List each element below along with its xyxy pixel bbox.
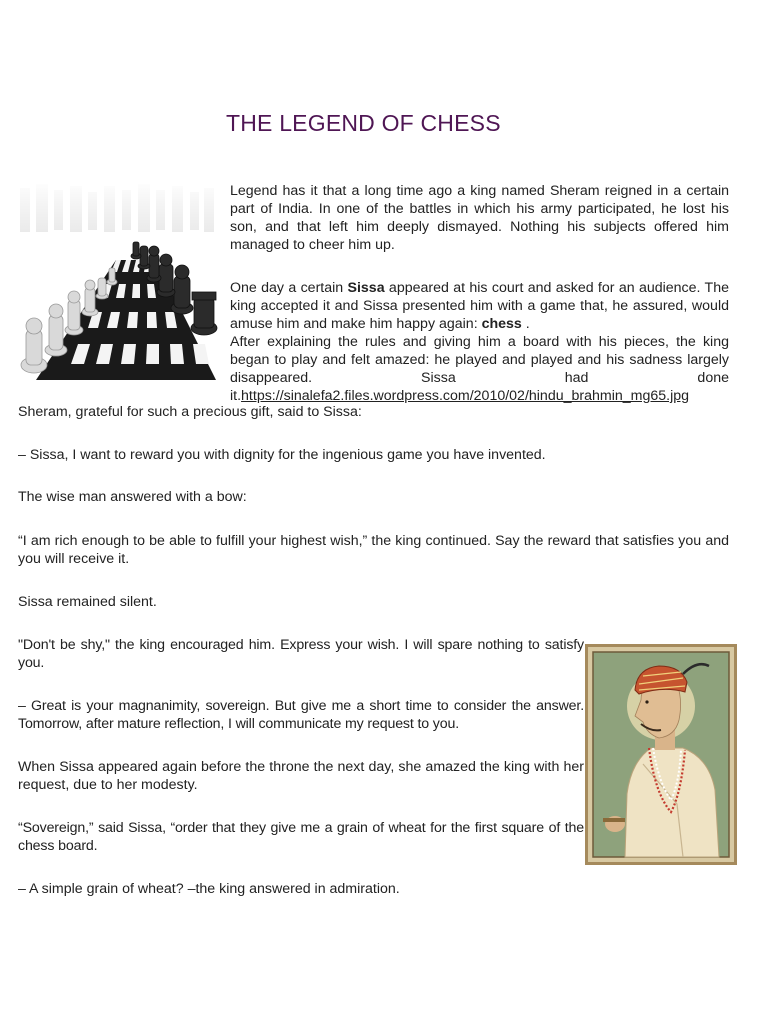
portrait-image xyxy=(585,644,737,865)
image-source-link[interactable]: https://sinalefa2.files.wordpress.com/2010/02/hindu_brahmin_mg65.jpg xyxy=(241,388,690,404)
rules-text: After explaining the rules and giving him a board with his pieces, the king began to play and felt amazed: he played and played and his sadness largely disappeared. Sissa had done xyxy=(230,334,729,386)
sissa-text-mid: appeared at his court and asked for an audience. The king accepted it and Sissa presented him with a game that, he assured, would amuse him and make him happy again: xyxy=(230,280,729,332)
sissa-name: Sissa xyxy=(347,280,385,296)
paragraph-1: Sheram, grateful for such a precious gift, said to Sissa: xyxy=(18,404,362,420)
chess-board-image xyxy=(16,180,218,402)
paragraph-2: – Sissa, I want to reward you with dignity for the ingenious game you have invented. xyxy=(18,447,546,463)
paragraph-5: Sissa remained silent. xyxy=(18,594,157,610)
sissa-text-pre: One day a certain xyxy=(230,280,348,296)
paragraph-9: “Sovereign,” said Sissa, “order that they give me a grain of wheat for the first square of the chess board. xyxy=(18,820,584,854)
rules-paragraph xyxy=(230,333,729,405)
sissa-paragraph xyxy=(230,279,729,333)
paragraph-4: “I am rich enough to be able to fulfill your highest wish,” the king continued. Say the reward that satisfies you and you will receive it. xyxy=(18,533,729,567)
paragraph-8: When Sissa appeared again before the throne the next day, she amazed the king with her request, due to her modesty. xyxy=(18,759,584,793)
paragraph-10: – A simple grain of wheat? –the king answered in admiration. xyxy=(18,881,400,897)
paragraph-7: – Great is your magnanimity, sovereign. But give me a short time to consider the answer. Tomorrow, after mature reflection, I will communicate my request to you. xyxy=(18,698,584,732)
rules-link-pre: it. xyxy=(230,388,242,404)
page-title: THE LEGEND OF CHESS xyxy=(226,110,501,136)
paragraph-3: The wise man answered with a bow: xyxy=(18,489,247,505)
paragraph-6: "Don't be shy," the king encouraged him. Express your wish. I will spare nothing to satisfy you. xyxy=(18,637,584,671)
intro-paragraph: Legend has it that a long time ago a king named Sheram reigned in a certain part of India. In one of the battles in which his army participated, he lost his son, and that left him deeply dismayed. Nothing his subjects offered him managed to cheer him up. xyxy=(230,183,729,253)
chess-word: chess xyxy=(481,316,522,332)
sissa-text-post: . xyxy=(521,316,530,332)
